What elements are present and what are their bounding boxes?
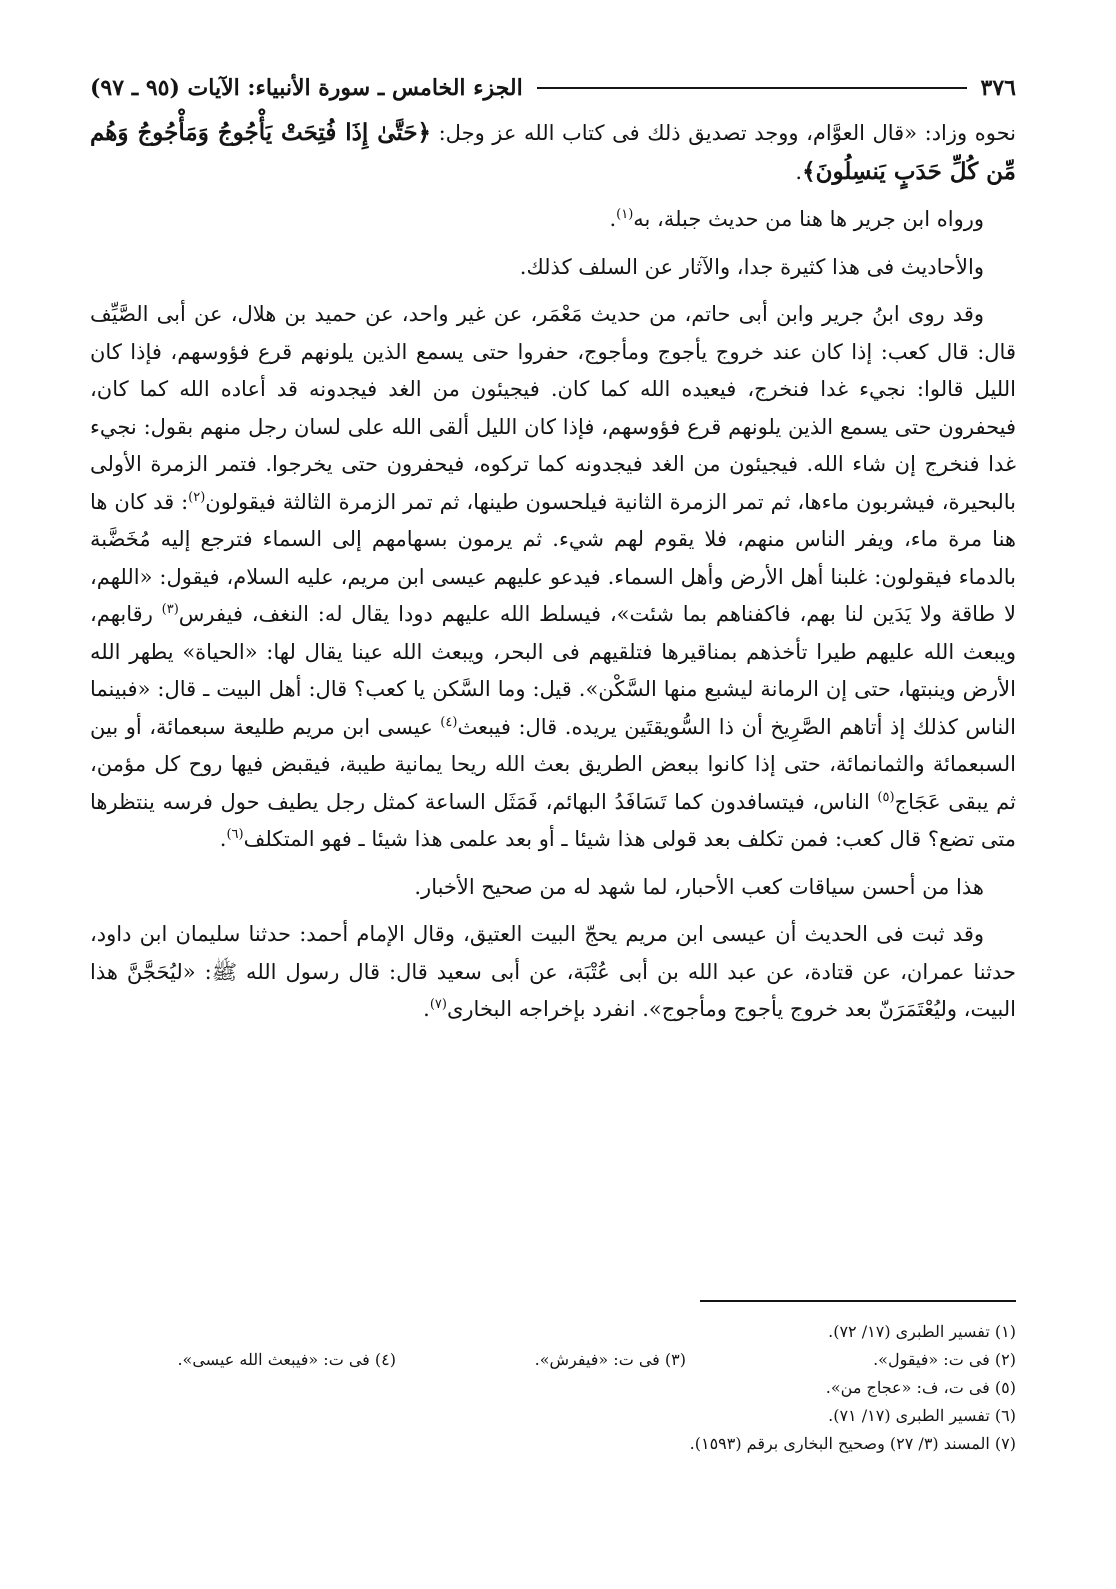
paragraph-2: ورواه ابن جرير ها هنا من حديث جبلة، به$^{(١)}$. [609, 207, 984, 231]
paragraph-6: وقد ثبت فى الحديث أن عيسى ابن مريم يحجّ البيت العتيق، وقال الإمام أحمد: حدثنا سليمان ابن داود، حدثنا عمران، عن قتادة، عن عبد الله بن أبى عُتْبَة، عن أبى سعيد قال: قال رسول الله ﷺ: «ليُحَجَّنَّ هذا البيت، وليُعْتَمَرَنّ بعد خروج يأجوج ومأجوج». انفرد بإخراجه البخارى$^{(٧)}$. [90, 922, 1016, 1021]
footnote-separator [700, 1300, 1016, 1302]
footnote-ref-3[interactable]: (٣) [161, 602, 179, 617]
running-header [90, 68, 1016, 108]
main-text [90, 114, 1016, 1039]
footnote-2: (٢) فى ت: «فيقول». [873, 1350, 1016, 1369]
footnote-4: (٤) فى ت: «فيبعث الله عيسى». [177, 1350, 396, 1369]
quran-verse: ﴿حَتَّىٰ إِذَا فُتِحَتْ يَأْجُوجُ وَمَأْجُوجُ وَهُم مِّن كُلِّ حَدَبٍ يَنسِلُونَ﴾ [90, 119, 1016, 185]
footnote-ref-2[interactable]: (٢) [188, 489, 206, 505]
footnote-1: (١) تفسير الطبرى (١٧/ ٧٢). [828, 1322, 1016, 1341]
footnotes [90, 1318, 1016, 1458]
paragraph-4: وقد روى ابنُ جرير وابن أبى حاتم، من حديث مَعْمَر، عن غير واحد، عن حميد بن هلال، عن أبى الصَّيِّف قال: قال كعب: إذا كان عند خروج يأجوج ومأجوج، حفروا حتى يسمع الذين يلونهم قرع فؤوسهم، فإذا كان الليل قالوا: نجيء غدا فنخرج، فيعيده الله كما كان. فيجيئون من الغد فيجدونه قد أعاده الله كما كان، فيحفرون حتى يسمع الذين يلونهم قرع فؤوسهم، فإذا كان الليل ألقى الله على لسان رجل منهم بقول: نجيء غدا فنخرج إن شاء الله. فيجيئون من الغد فيجدونه كما تركوه، فيحفرون حتى يخرجوا. فتمر الزمرة الأولى بالبحيرة، فيشربون ماءها، ثم تمر الزمرة الثانية فيلحسون طينها، ثم تمر الزمرة الثالثة فيقولون$^{(٢)}$: قد كان ها هنا مرة ماء، ويفر الناس منهم، فلا يقوم لهم شيء. ثم يرمون بسهامهم إلى السماء فترجع إليه مُخَضَّبة بالدماء فيقولون: غلبنا أهل الأرض وأهل السماء. فيدعو عليهم عيسى ابن مريم، عليه السلام، فيقول: «اللهم، لا طاقة ولا يَدَين لنا بهم، فاكفناهم بما شئت»، فيسلط الله عليهم دودا يقال له: النغف، فيفرس$^{(٣)}$ رقابهم، ويبعث الله عليهم طيرا تأخذهم بمناقيرها فتلقيهم فى البحر، ويبعث الله عينا يقال لها: «الحياة» يطهر الله الأرض وينبتها، حتى إن الرمانة ليشبع منها السَّكْن». قيل: وما السَّكن يا كعب؟ قال: أهل البيت ـ قال: «فبينما الناس كذلك إذ أتاهم الصَّرِيخ أن ذا السُّويقتَين يريده. قال: فيبعث$^{(٤)}$ عيسى ابن مريم طليعة سبعمائة، أو بين السبعمائة والثمانمائة، حتى إذا كانوا ببعض الطريق بعث الله ريحا يمانية طيبة، فيقبض فيها روح كل مؤمن، ثم يبقى عَجَاج$^{(٥)}$ الناس، فيتسافدون كما تَسَافَدُ البهائم، فَمَثَل الساعة كمثل رجل يطيف حول فرسه ينتظرها متى تضع؟ قال كعب: فمن تكلف بعد قولى هذا شيئا ـ أو بعد علمى هذا شيئا ـ فهو المتكلف$^{(٦)}$. [90, 302, 1017, 851]
paragraph-1: نحوه وزاد: «قال العوَّام، ووجد تصديق ذلك فى كتاب الله عز وجل: ﴿حَتَّىٰ إِذَا فُتِحَتْ يَأْجُوجُ وَمَأْجُوجُ وَهُم مِّن كُلِّ حَدَبٍ يَنسِلُونَ﴾. [90, 119, 1016, 185]
footnote-ref-4[interactable]: (٤) [440, 714, 458, 730]
footnote-ref-6[interactable]: (٦) [226, 827, 244, 842]
header-rule [537, 87, 967, 89]
page-number: ٣٧٦ [980, 75, 1016, 101]
header-title: الجزء الخامس ـ سورة الأنبياء: الآيات (٩٥ ـ ٩٧) [90, 75, 523, 101]
paragraph-3: والأحاديث فى هذا كثيرة جدا، والآثار عن السلف كذلك. [519, 254, 984, 279]
footnote-6: (٦) تفسير الطبرى (١٧/ ٧١). [828, 1406, 1016, 1425]
footnote-3: (٣) فى ت: «فيفرش». [534, 1350, 686, 1369]
footnote-ref-5[interactable]: (٥) [877, 789, 895, 805]
footnote-7: (٧) المسند (٣/ ٢٧) وصحيح البخارى برقم (١٥٩٣). [689, 1434, 1016, 1453]
footnote-row [90, 1346, 1016, 1374]
footnote-5: (٥) فى ت، ف: «عجاج من». [825, 1378, 1016, 1397]
footnote-ref-7[interactable]: (٧) [429, 997, 447, 1012]
paragraph-5: هذا من أحسن سياقات كعب الأحبار، لما شهد له من صحيح الأخبار. [414, 874, 984, 899]
footnote-ref-1[interactable]: (١) [616, 207, 634, 222]
